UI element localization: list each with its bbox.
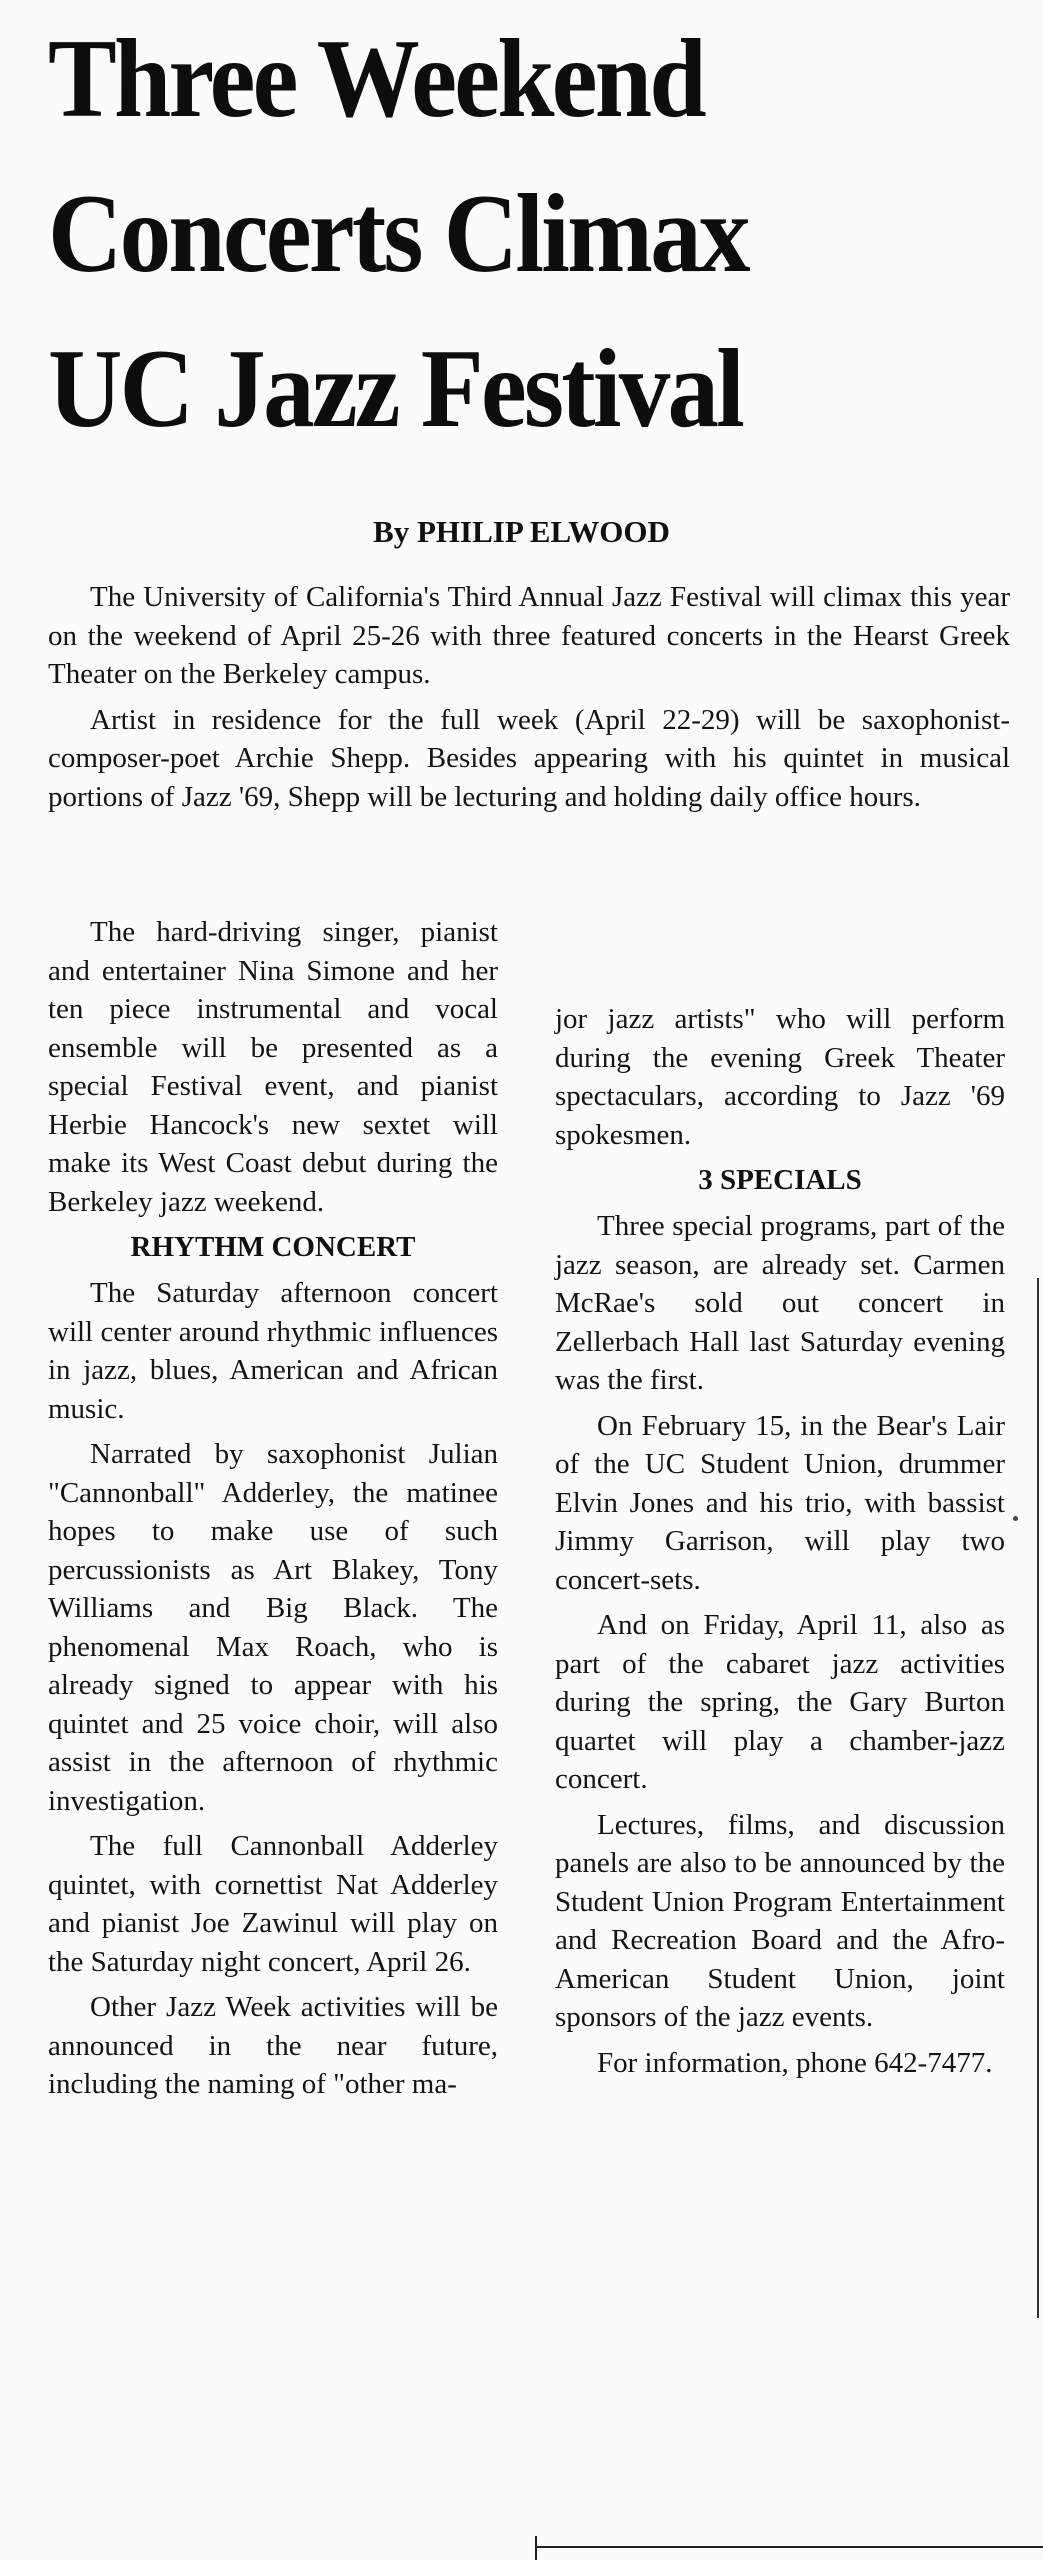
subhead-3-specials: 3 SPECIALS: [698, 1164, 862, 1196]
subhead-rhythm-concert: RHYTHM CONCERT: [130, 1231, 416, 1263]
paragraph-other-activities: Other Jazz Week activities will be announced in the near future, including the naming of "other ma-: [48, 1991, 498, 2100]
byline: By PHILIP ELWOOD: [373, 514, 670, 549]
right-column: [555, 1000, 1005, 2089]
left-column: [48, 913, 498, 2111]
paragraph-phone: For information, phone 642-7477.: [597, 2046, 993, 2079]
intro-paragraph-1: The University of California's Third Annual Jazz Festival will climax this year on the weekend of April 25-26 with three featured concerts in the Hearst Greek Theater on the Berkeley campus.: [48, 581, 1010, 690]
ink-speck: [1013, 1516, 1018, 1521]
paragraph-narrated: Narrated by saxophonist Julian "Cannonball" Adderley, the matinee hopes to make use of such percussionists as Art Blakey, Tony Williams and Big Black. The phenomenal Max Roach, who is already signed to appear with his quintet and 25 voice choir, will also assist in the afternoon of rhythmic investigation.: [48, 1438, 498, 1817]
paragraph-nina-simone: The hard-driving singer, pianist and entertainer Nina Simone and her ten piece instrumental and vocal ensemble will be presented as a special Festival event, and pianist Herbie Hancock's new sextet will make its West Coast debut during the Berkeley jazz weekend.: [48, 916, 498, 1218]
paragraph-continuation: jor jazz artists" who will perform during the evening Greek Theater spectaculars, according to Jazz '69 spokesmen.: [555, 1003, 1005, 1151]
headline-line-2: Concerts Climax: [48, 172, 748, 296]
headline-line-1: Three Weekend: [48, 17, 704, 141]
intro-section: [48, 578, 1010, 823]
paragraph-lectures: Lectures, films, and discussion panels are also to be announced by the Student Union Program Entertainment and Recreation Board and the Afro-American Student Union, joint sponsors of the jazz events.: [555, 1808, 1005, 2033]
bottom-rule: [535, 2546, 1043, 2548]
paragraph-april-11: And on Friday, April 11, also as part of the cabaret jazz activities during the spring, the Gary Burton quartet will play a chamber-jazz concert.: [555, 1609, 1005, 1795]
paragraph-february-15: On February 15, in the Bear's Lair of the UC Student Union, drummer Elvin Jones and his trio, with bassist Jimmy Garrison, will play two concert-sets.: [555, 1409, 1005, 1596]
headline-line-3: UC Jazz Festival: [48, 327, 743, 451]
headline: [48, 2, 950, 467]
paragraph-saturday-afternoon: The Saturday afternoon concert will center around rhythmic influences in jazz, blues, American and African music.: [48, 1277, 498, 1425]
column-edge-rule: [1037, 1278, 1039, 2318]
paragraph-cannonball-quintet: The full Cannonball Adderley quintet, with cornettist Nat Adderley and pianist Joe Zawinul will play on the Saturday night concert, April 26.: [48, 1830, 498, 1978]
intro-paragraph-2: Artist in residence for the full week (April 22-29) will be saxophonist-composer-poet Archie Shepp. Besides appearing with his quintet in musical portions of Jazz '69, Shepp will be lecturing and holding daily office hours.: [48, 703, 1010, 813]
column-divider-rule: [535, 2536, 537, 2560]
paragraph-three-specials: Three special programs, part of the jazz season, are already set. Carmen McRae's sold out concert in Zellerbach Hall last Saturday evening was the first.: [555, 1210, 1005, 1396]
